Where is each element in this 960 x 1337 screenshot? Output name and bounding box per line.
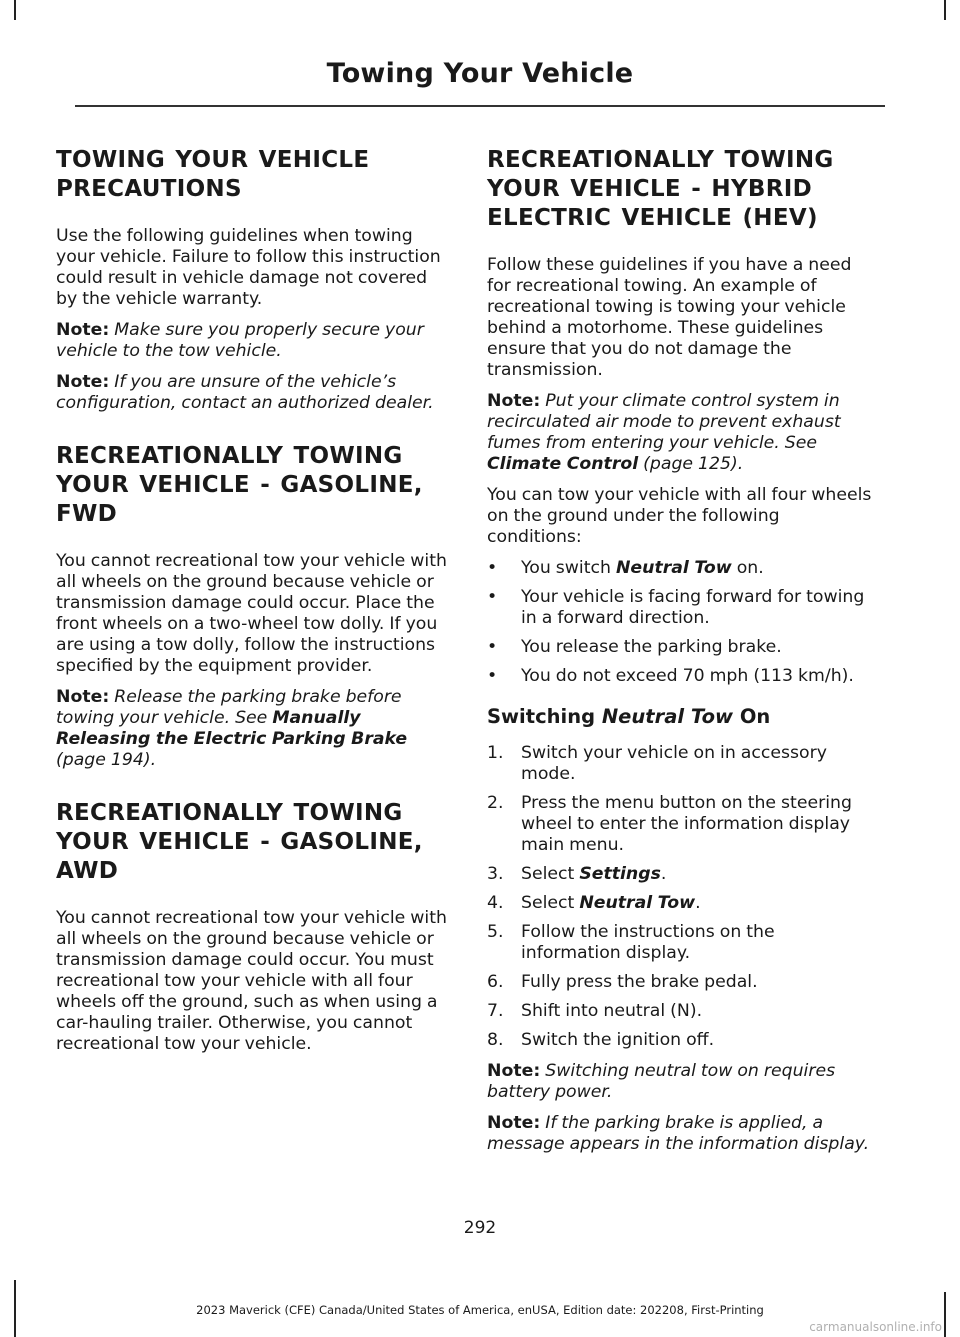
step-number: 5. bbox=[487, 922, 504, 942]
term-neutral-tow: Neutral Tow bbox=[615, 558, 732, 578]
list-item bbox=[487, 893, 879, 914]
list-item bbox=[487, 972, 879, 993]
list-item-text: Fully press the brake pedal. bbox=[521, 972, 758, 992]
term-neutral-tow: Neutral Tow bbox=[579, 893, 696, 913]
precautions-paragraph: Use the following guidelines when towing your vehicle. Failure to follow this instruction could result in vehicle damage not covered by the vehicle warranty. bbox=[56, 226, 441, 309]
note-text: If you are unsure of the vehicle’s configuration, contact an authorized dealer. bbox=[56, 372, 434, 413]
subsection-title-term: Neutral Tow bbox=[601, 705, 734, 728]
note-label: Note: bbox=[487, 1113, 541, 1133]
note-text: If the parking brake is applied, a message appears in the information display. bbox=[487, 1113, 870, 1154]
right-column bbox=[487, 146, 879, 1165]
list-item-text: on. bbox=[736, 558, 764, 578]
awd-paragraph: You cannot recreational tow your vehicle with all wheels on the ground because vehicle or transmission damage could occur. You must recreational tow your vehicle with all four wheels off the ground, such as when using a car-hauling trailer. Otherwise, you cannot recreational tow your vehicle. bbox=[56, 908, 447, 1054]
note-label: Note: bbox=[56, 320, 110, 340]
steps-list bbox=[487, 743, 879, 1051]
note-text: Put your climate control system in recirculated air mode to prevent exhaust fumes from entering your vehicle. See bbox=[487, 391, 841, 453]
period: . bbox=[660, 864, 667, 884]
note-label: Note: bbox=[487, 391, 541, 411]
subsection-title-pre: Switching bbox=[487, 705, 596, 728]
note-climate-control bbox=[487, 391, 879, 475]
note-label: Note: bbox=[487, 1061, 541, 1081]
xref-manually-releasing-parking-brake[interactable]: Manually Releasing the Electric Parking Brake bbox=[56, 708, 408, 749]
subsection-title-post: On bbox=[739, 705, 771, 728]
xref-page: (page 194). bbox=[56, 750, 157, 770]
step-number: 8. bbox=[487, 1030, 504, 1050]
step-number: 6. bbox=[487, 972, 504, 992]
note-label: Note: bbox=[56, 687, 110, 707]
section-title-hybrid: RECREATIONALLY TOWING YOUR VEHICLE - HYBRID ELECTRIC VEHICLE (HEV) bbox=[487, 147, 834, 231]
bullet-icon: • bbox=[487, 587, 498, 607]
note-text: Switching neutral tow on requires battery power. bbox=[487, 1061, 836, 1102]
header-divider bbox=[75, 105, 885, 107]
list-item-text: Press the menu button on the steering wheel to enter the information display main menu. bbox=[521, 793, 852, 855]
step-number: 3. bbox=[487, 864, 504, 884]
watermark: carmanualsonline.info bbox=[809, 1320, 942, 1334]
crop-mark-top-right bbox=[944, 0, 946, 20]
crop-mark-top-left bbox=[14, 0, 16, 20]
xref-page: (page 125). bbox=[643, 454, 744, 474]
note-parking-brake-message bbox=[487, 1113, 879, 1155]
hybrid-paragraph: Follow these guidelines if you have a need for recreational towing. An example of recreational towing is towing your vehicle behind a motorhome. These guidelines ensure that you do not damage the transmission. bbox=[487, 255, 852, 380]
page-number: 292 bbox=[463, 1218, 497, 1238]
list-item bbox=[487, 558, 879, 579]
list-item bbox=[487, 1030, 879, 1051]
term-settings: Settings bbox=[579, 864, 661, 884]
list-item-text: Your vehicle is facing forward for towing in a forward direction. bbox=[521, 587, 865, 628]
xref-climate-control[interactable]: Climate Control bbox=[487, 454, 639, 474]
page-header-title: Towing Your Vehicle bbox=[326, 58, 634, 89]
step-number: 1. bbox=[487, 743, 504, 763]
footer-edition-info: 2023 Maverick (CFE) Canada/United States of America, enUSA, Edition date: 202208, First-Printing bbox=[196, 1303, 764, 1317]
list-item bbox=[487, 922, 879, 964]
list-item-text: You switch bbox=[521, 558, 611, 578]
section-title-gasoline-awd: RECREATIONALLY TOWING YOUR VEHICLE - GASOLINE, AWD bbox=[56, 800, 423, 884]
list-item bbox=[487, 793, 879, 856]
left-column bbox=[56, 146, 448, 1065]
list-item-text: Select bbox=[521, 893, 575, 913]
list-item-text: Select bbox=[521, 864, 575, 884]
list-item bbox=[487, 1001, 879, 1022]
bullet-icon: • bbox=[487, 558, 498, 578]
section-title-towing-precautions: TOWING YOUR VEHICLE PRECAUTIONS bbox=[56, 147, 370, 202]
list-item-text: Follow the instructions on the information display. bbox=[521, 922, 775, 963]
bullet-icon: • bbox=[487, 637, 498, 657]
note-secure-vehicle bbox=[56, 320, 448, 362]
note-configuration bbox=[56, 372, 448, 414]
list-item bbox=[487, 864, 879, 885]
list-item-text: Switch the ignition off. bbox=[521, 1030, 715, 1050]
step-number: 7. bbox=[487, 1001, 504, 1021]
note-label: Note: bbox=[56, 372, 110, 392]
section-title-gasoline-fwd: RECREATIONALLY TOWING YOUR VEHICLE - GASOLINE, FWD bbox=[56, 443, 423, 527]
step-number: 2. bbox=[487, 793, 504, 813]
list-item-text: Switch your vehicle on in accessory mode. bbox=[521, 743, 827, 784]
subsection-title-switching-neutral-tow bbox=[487, 705, 879, 729]
conditions-intro: You can tow your vehicle with all four wheels on the ground under the following conditions: bbox=[487, 485, 872, 547]
fwd-paragraph: You cannot recreational tow your vehicle with all wheels on the ground because vehicle or transmission damage could occur. Place the front wheels on a two-wheel tow dolly. If you are using a tow dolly, follow the instructions specified by the equipment provider. bbox=[56, 551, 447, 676]
list-item bbox=[487, 637, 879, 658]
note-text: Make sure you properly secure your vehicle to the tow vehicle. bbox=[56, 320, 424, 361]
step-number: 4. bbox=[487, 893, 504, 913]
period: . bbox=[695, 893, 701, 913]
list-item bbox=[487, 587, 879, 629]
bullet-icon: • bbox=[487, 666, 498, 686]
list-item bbox=[487, 666, 879, 687]
list-item-text: You release the parking brake. bbox=[521, 637, 782, 657]
note-parking-brake bbox=[56, 687, 448, 771]
list-item-text: You do not exceed 70 mph (113 km/h). bbox=[521, 666, 854, 686]
conditions-list bbox=[487, 558, 879, 687]
list-item bbox=[487, 743, 879, 785]
note-battery-power bbox=[487, 1061, 879, 1103]
list-item-text: Shift into neutral (N). bbox=[521, 1001, 703, 1021]
note-text: Release the parking brake before towing your vehicle. See bbox=[56, 687, 402, 728]
